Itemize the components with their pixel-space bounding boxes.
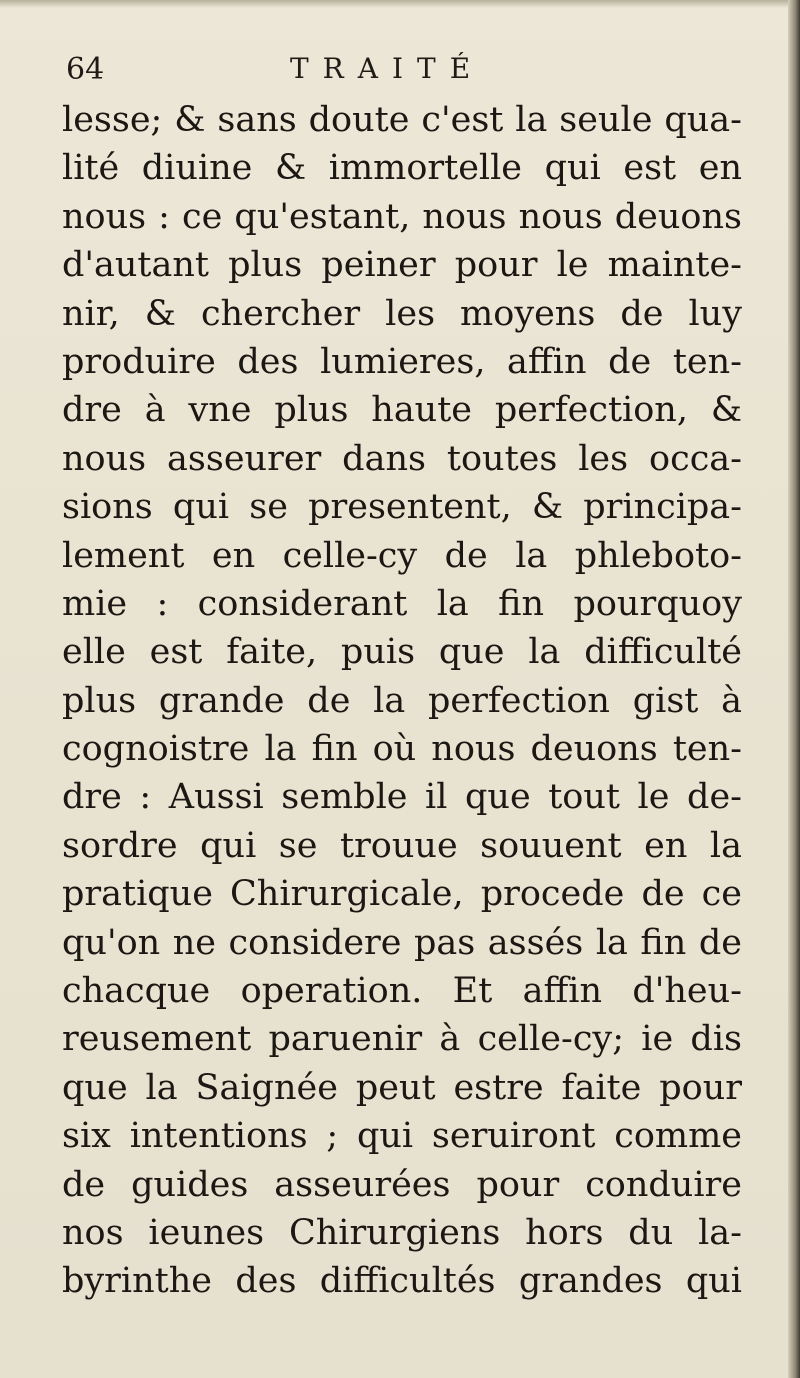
text-line: que la Saignée peut estre faite pour bbox=[62, 1067, 742, 1108]
text-line: nous : ce qu'estant, nous nous deuons bbox=[62, 196, 742, 237]
text-line: produire des lumieres, affin de ten- bbox=[62, 341, 742, 382]
text-line: pratique Chirurgicale, procede de ce bbox=[62, 874, 742, 915]
page-right-edge bbox=[788, 0, 800, 1378]
text-line: nir, & chercher les moyens de luy bbox=[62, 293, 742, 334]
text-line: cognoistre la fin où nous deuons ten- bbox=[62, 729, 742, 770]
body-text bbox=[62, 96, 742, 1306]
text-line: nos ieunes Chirurgiens hors du la- bbox=[62, 1212, 742, 1253]
running-title: TRAITÉ bbox=[290, 52, 485, 85]
text-line: byrinthe des difficultés grandes qui bbox=[62, 1261, 742, 1302]
text-line: dre à vne plus haute perfection, & bbox=[62, 390, 742, 431]
text-line: sordre qui se trouue souuent en la bbox=[62, 825, 742, 866]
text-line: elle est faite, puis que la difficulté bbox=[62, 632, 742, 673]
text-line: lité diuine & immortelle qui est en bbox=[62, 148, 742, 189]
text-line: plus grande de la perfection gist à bbox=[62, 680, 742, 721]
text-line: sions qui se presentent, & principa- bbox=[62, 487, 742, 528]
text-line: lement en celle-cy de la phleboto- bbox=[62, 535, 742, 576]
text-line: chacque operation. Et affin d'heu- bbox=[62, 971, 742, 1012]
text-line: reusement paruenir à celle-cy; ie dis bbox=[62, 1019, 742, 1060]
text-line: six intentions ; qui seruiront comme bbox=[62, 1116, 742, 1157]
page-header bbox=[66, 52, 746, 92]
text-line: nous asseurer dans toutes les occa- bbox=[62, 438, 742, 479]
text-line: dre : Aussi semble il que tout le de- bbox=[62, 777, 742, 818]
text-line: d'autant plus peiner pour le mainte- bbox=[62, 245, 742, 286]
page-top-shadow bbox=[0, 0, 800, 8]
text-line: qu'on ne considere pas assés la fin de bbox=[62, 922, 742, 963]
text-line: lesse; & sans doute c'est la seule qua- bbox=[62, 100, 742, 140]
page-number: 64 bbox=[66, 52, 105, 87]
text-line: mie : considerant la fin pourquoy bbox=[62, 583, 742, 624]
text-line: de guides asseurées pour conduire bbox=[62, 1164, 742, 1205]
